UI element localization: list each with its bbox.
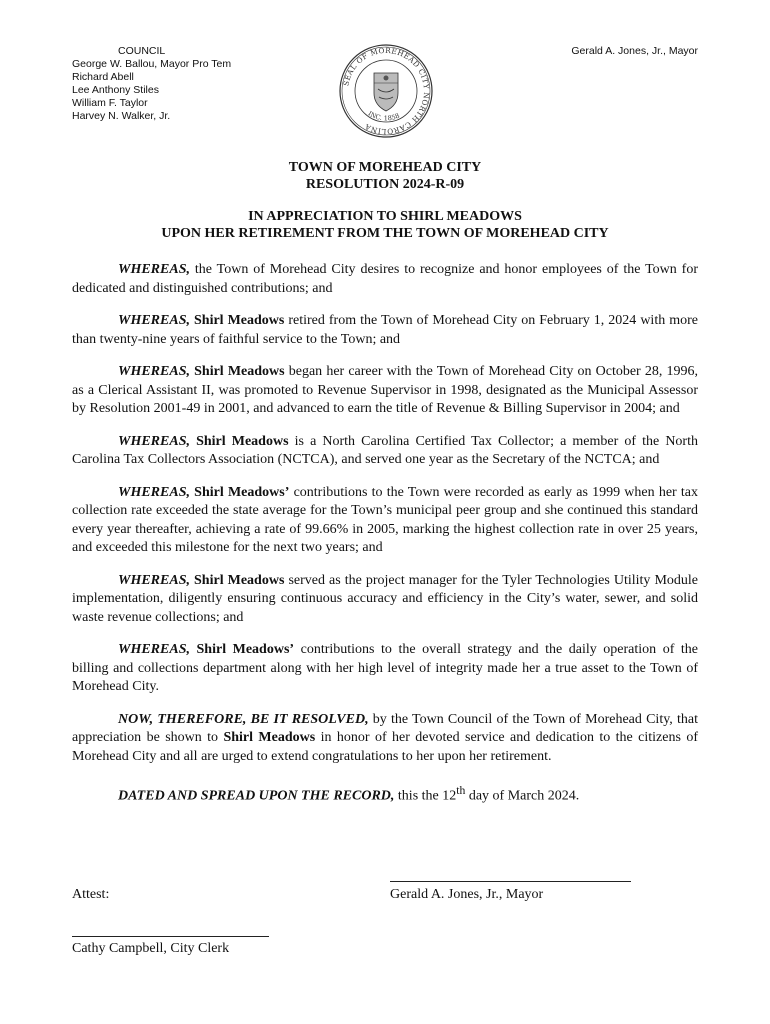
- honoree-name: Shirl Meadows’: [189, 484, 290, 500]
- mayor-signature-name: Gerald A. Jones, Jr., Mayor: [390, 887, 544, 902]
- council-member: George W. Ballou, Mayor Pro Tem: [72, 58, 232, 70]
- mayor-signature-line: [390, 881, 631, 882]
- whereas-lead: WHEREAS,: [118, 484, 190, 500]
- ordinal-suffix: th: [456, 784, 466, 797]
- seal-ring-text: SEAL OF MOREHEAD CITY NORTH CAROLINA: [341, 45, 432, 137]
- attest-label: Attest:: [72, 887, 110, 902]
- honoree-name: Shirl Meadows: [189, 572, 285, 588]
- mayor-name-header: Gerald A. Jones, Jr., Mayor: [571, 45, 698, 57]
- paragraph-text: in honor of her devoted service and dedication to the citizens of Morehead City and all are urged to extend congratulations to her upon her retirement.: [72, 730, 698, 764]
- town-title: TOWN OF MOREHEAD CITY: [288, 160, 482, 175]
- paragraph-text: day of March 2024.: [465, 788, 580, 804]
- whereas-lead: WHEREAS,: [118, 572, 190, 588]
- subtitle-line: UPON HER RETIREMENT FROM THE TOWN OF MOREHEAD CITY: [161, 225, 609, 241]
- whereas-lead: WHEREAS,: [118, 313, 190, 328]
- council-heading: COUNCIL: [118, 45, 166, 57]
- council-member: William F. Taylor: [72, 97, 148, 109]
- paragraph-text: contributions to the Town were recorded as early as 1999 when her tax collection rate exceeded the state average for the Town’s municipal peer group and she continued this standard every year thereafter, achieving a rate of 99.66% in 2005, marking the highest collection rate in over 25 years, and exceeded this milestone for the next two years; and: [72, 484, 698, 555]
- honoree-name: Shirl Meadows: [189, 433, 289, 449]
- whereas-lead: WHEREAS,: [118, 433, 190, 449]
- resolution-number: RESOLUTION 2024-R-09: [305, 176, 465, 192]
- paragraph-text: served as the project manager for the Tyler Technologies Utility Module implementation, diligently ensuring continuous accuracy and efficiency in the City’s water, sewer, and solid waste revenue collections; and: [72, 572, 698, 625]
- paragraph-text: began her career with the Town of Morehead City on October 28, 1996, as a Clerical Assistant II, was promoted to Revenue Supervisor in 1998, designated as the Municipal Assessor by Resolution 2001-49 in 2001, and advanced to earn the title of Revenue & Billing Supervisor in 2004; and: [72, 364, 698, 416]
- paragraph-text: retired from the Town of Morehead City on February 1, 2024 with more than twenty-nine years of faithful service to the Town; and: [72, 313, 698, 347]
- resolved-lead: NOW, THEREFORE, BE IT RESOLVED,: [118, 711, 369, 727]
- dated-lead: DATED AND SPREAD UPON THE RECORD,: [118, 788, 395, 804]
- paragraph-text: contributions to the overall strategy and the daily operation of the billing and collections department along with her high level of integrity made her a true asset to the Town of Morehead City.: [72, 642, 698, 694]
- subtitle-line: IN APPRECIATION TO SHIRL MEADOWS: [248, 209, 522, 224]
- whereas-lead: WHEREAS,: [118, 642, 190, 657]
- whereas-lead: WHEREAS,: [118, 364, 190, 379]
- paragraph-text: by the Town Council of the Town of Morehead City, that appreciation be shown to: [72, 711, 698, 745]
- clerk-signature-line: [72, 936, 269, 937]
- honoree-name: Shirl Meadows: [189, 313, 285, 328]
- seal-year-text: INC. 1858: [366, 109, 401, 123]
- honoree-name: Shirl Meadows: [223, 730, 316, 745]
- paragraph-text: the Town of Morehead City desires to recognize and honor employees of the Town for dedicated and distinguished contributions; and: [72, 262, 698, 296]
- whereas-lead: WHEREAS,: [118, 262, 190, 277]
- clerk-signature-name: Cathy Campbell, City Clerk: [72, 941, 230, 956]
- council-member: Harvey N. Walker, Jr.: [72, 110, 171, 122]
- honoree-name: Shirl Meadows: [189, 364, 285, 379]
- council-member: Richard Abell: [72, 71, 134, 83]
- honoree-name: Shirl Meadows’: [189, 642, 295, 657]
- paragraph-text: this the 12: [394, 788, 457, 804]
- council-member: Lee Anthony Stiles: [72, 84, 159, 96]
- paragraph-text: is a North Carolina Certified Tax Collector; a member of the North Carolina Tax Collectors Association (NCTCA), and served one year as the Secretary of the NCTCA; and: [72, 433, 698, 467]
